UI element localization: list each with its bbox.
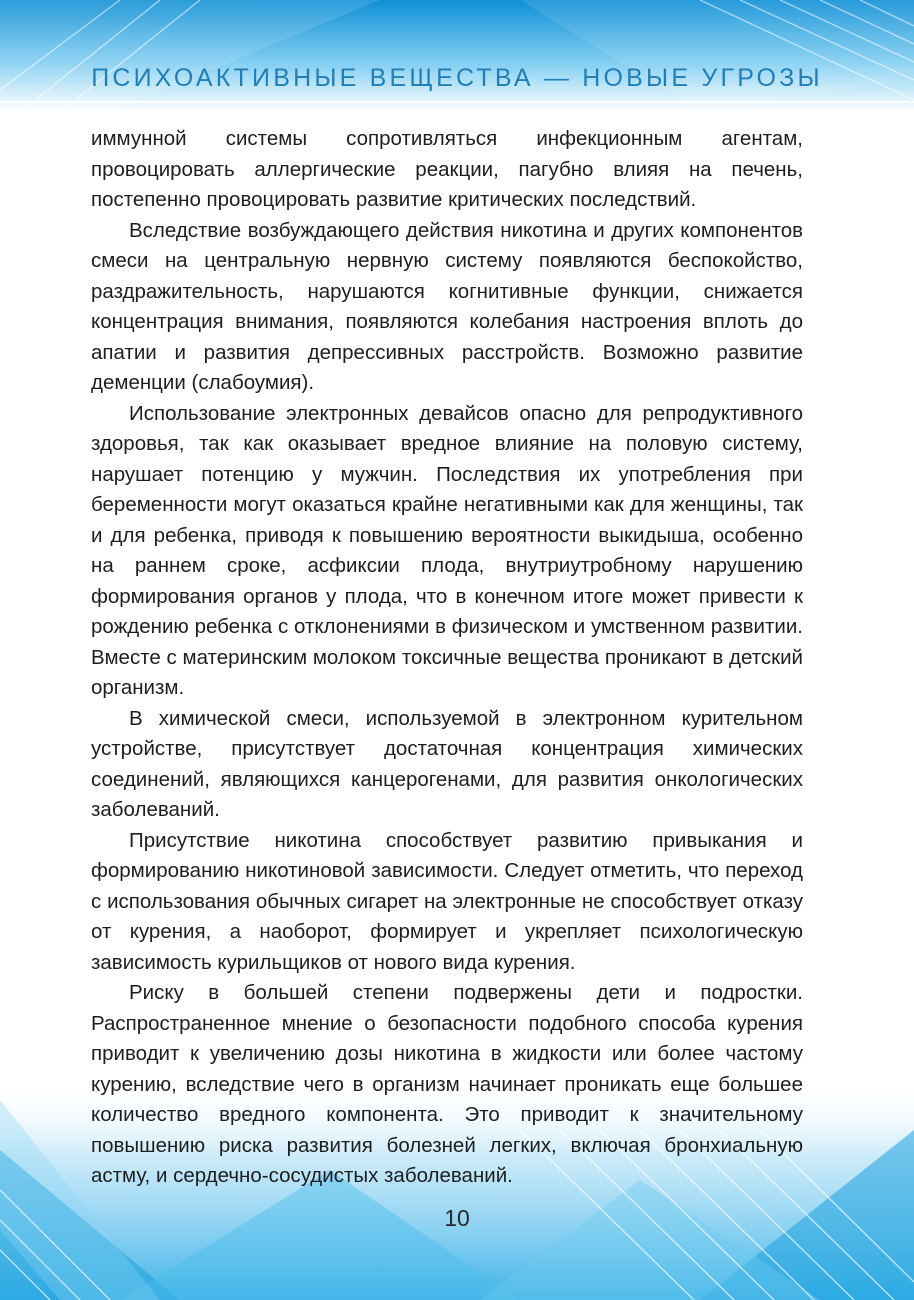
- paragraph: иммунной системы сопротивляться инфекционным агентам, провоцировать аллергические реакции, пагубно влияя на печень, постепенно провоцировать развитие критических последствий.: [91, 127, 803, 211]
- paragraph: Риску в большей степени подвержены дети и подростки. Распространенное мнение о безопасности подобного способа курения приводит к увеличению дозы никотина в жидкости или более частому курению, вследствие чего в организм начинает проникать еще большее количество вредного компонента. Это приводит к значительному повышению риска развития болезней легких, включая бронхиальную астму, и сердечно-сосудистых заболеваний.: [91, 981, 803, 1187]
- running-header-title: ПСИХОАКТИВНЫЕ ВЕЩЕСТВА — НОВЫЕ УГРОЗЫ: [91, 64, 823, 92]
- paragraph: Присутствие никотина способствует развитию привыкания и формированию никотиновой зависимости. Следует отметить, что переход с использования обычных сигарет на электронные не способствует отказу от курения, а наоборот, формирует и укрепляет психологическую зависимость курильщиков от нового вида курения.: [91, 828, 803, 974]
- paragraph: Использование электронных девайсов опасно для репродуктивного здоровья, так как оказывает вредное влияние на половую систему, нарушает потенцию у мужчин. Последствия их употребления при беременности могут оказаться крайне негативными как для женщины, так и для ребенка, приводя к повышению вероятности выкидыша, особенно на раннем сроке, асфиксии плода, внутриутробному нарушению формирования органов у плода, что в конечном итоге может привести к рождению ребенка с отклонениями в физическом и умственном развитии. Вместе с материнским молоком токсичные вещества проникают в детский организм.: [91, 401, 803, 699]
- paragraph: Вследствие возбуждающего действия никотина и других компонентов смеси на центральную нервную систему появляются беспокойство, раздражительность, нарушаются когнитивные функции, снижается концентрация внимания, появляются колебания настроения вплоть до апатии и развития депрессивных расстройств. Возможно развитие деменции (слабоумия).: [91, 218, 803, 394]
- page-number: 10: [444, 1205, 470, 1231]
- paragraph: В химической смеси, используемой в электронном курительном устройстве, присутствует достаточная концентрация химических соединений, являющихся канцерогенами, для развития онкологических заболеваний.: [91, 706, 803, 821]
- body-text: [91, 124, 803, 1192]
